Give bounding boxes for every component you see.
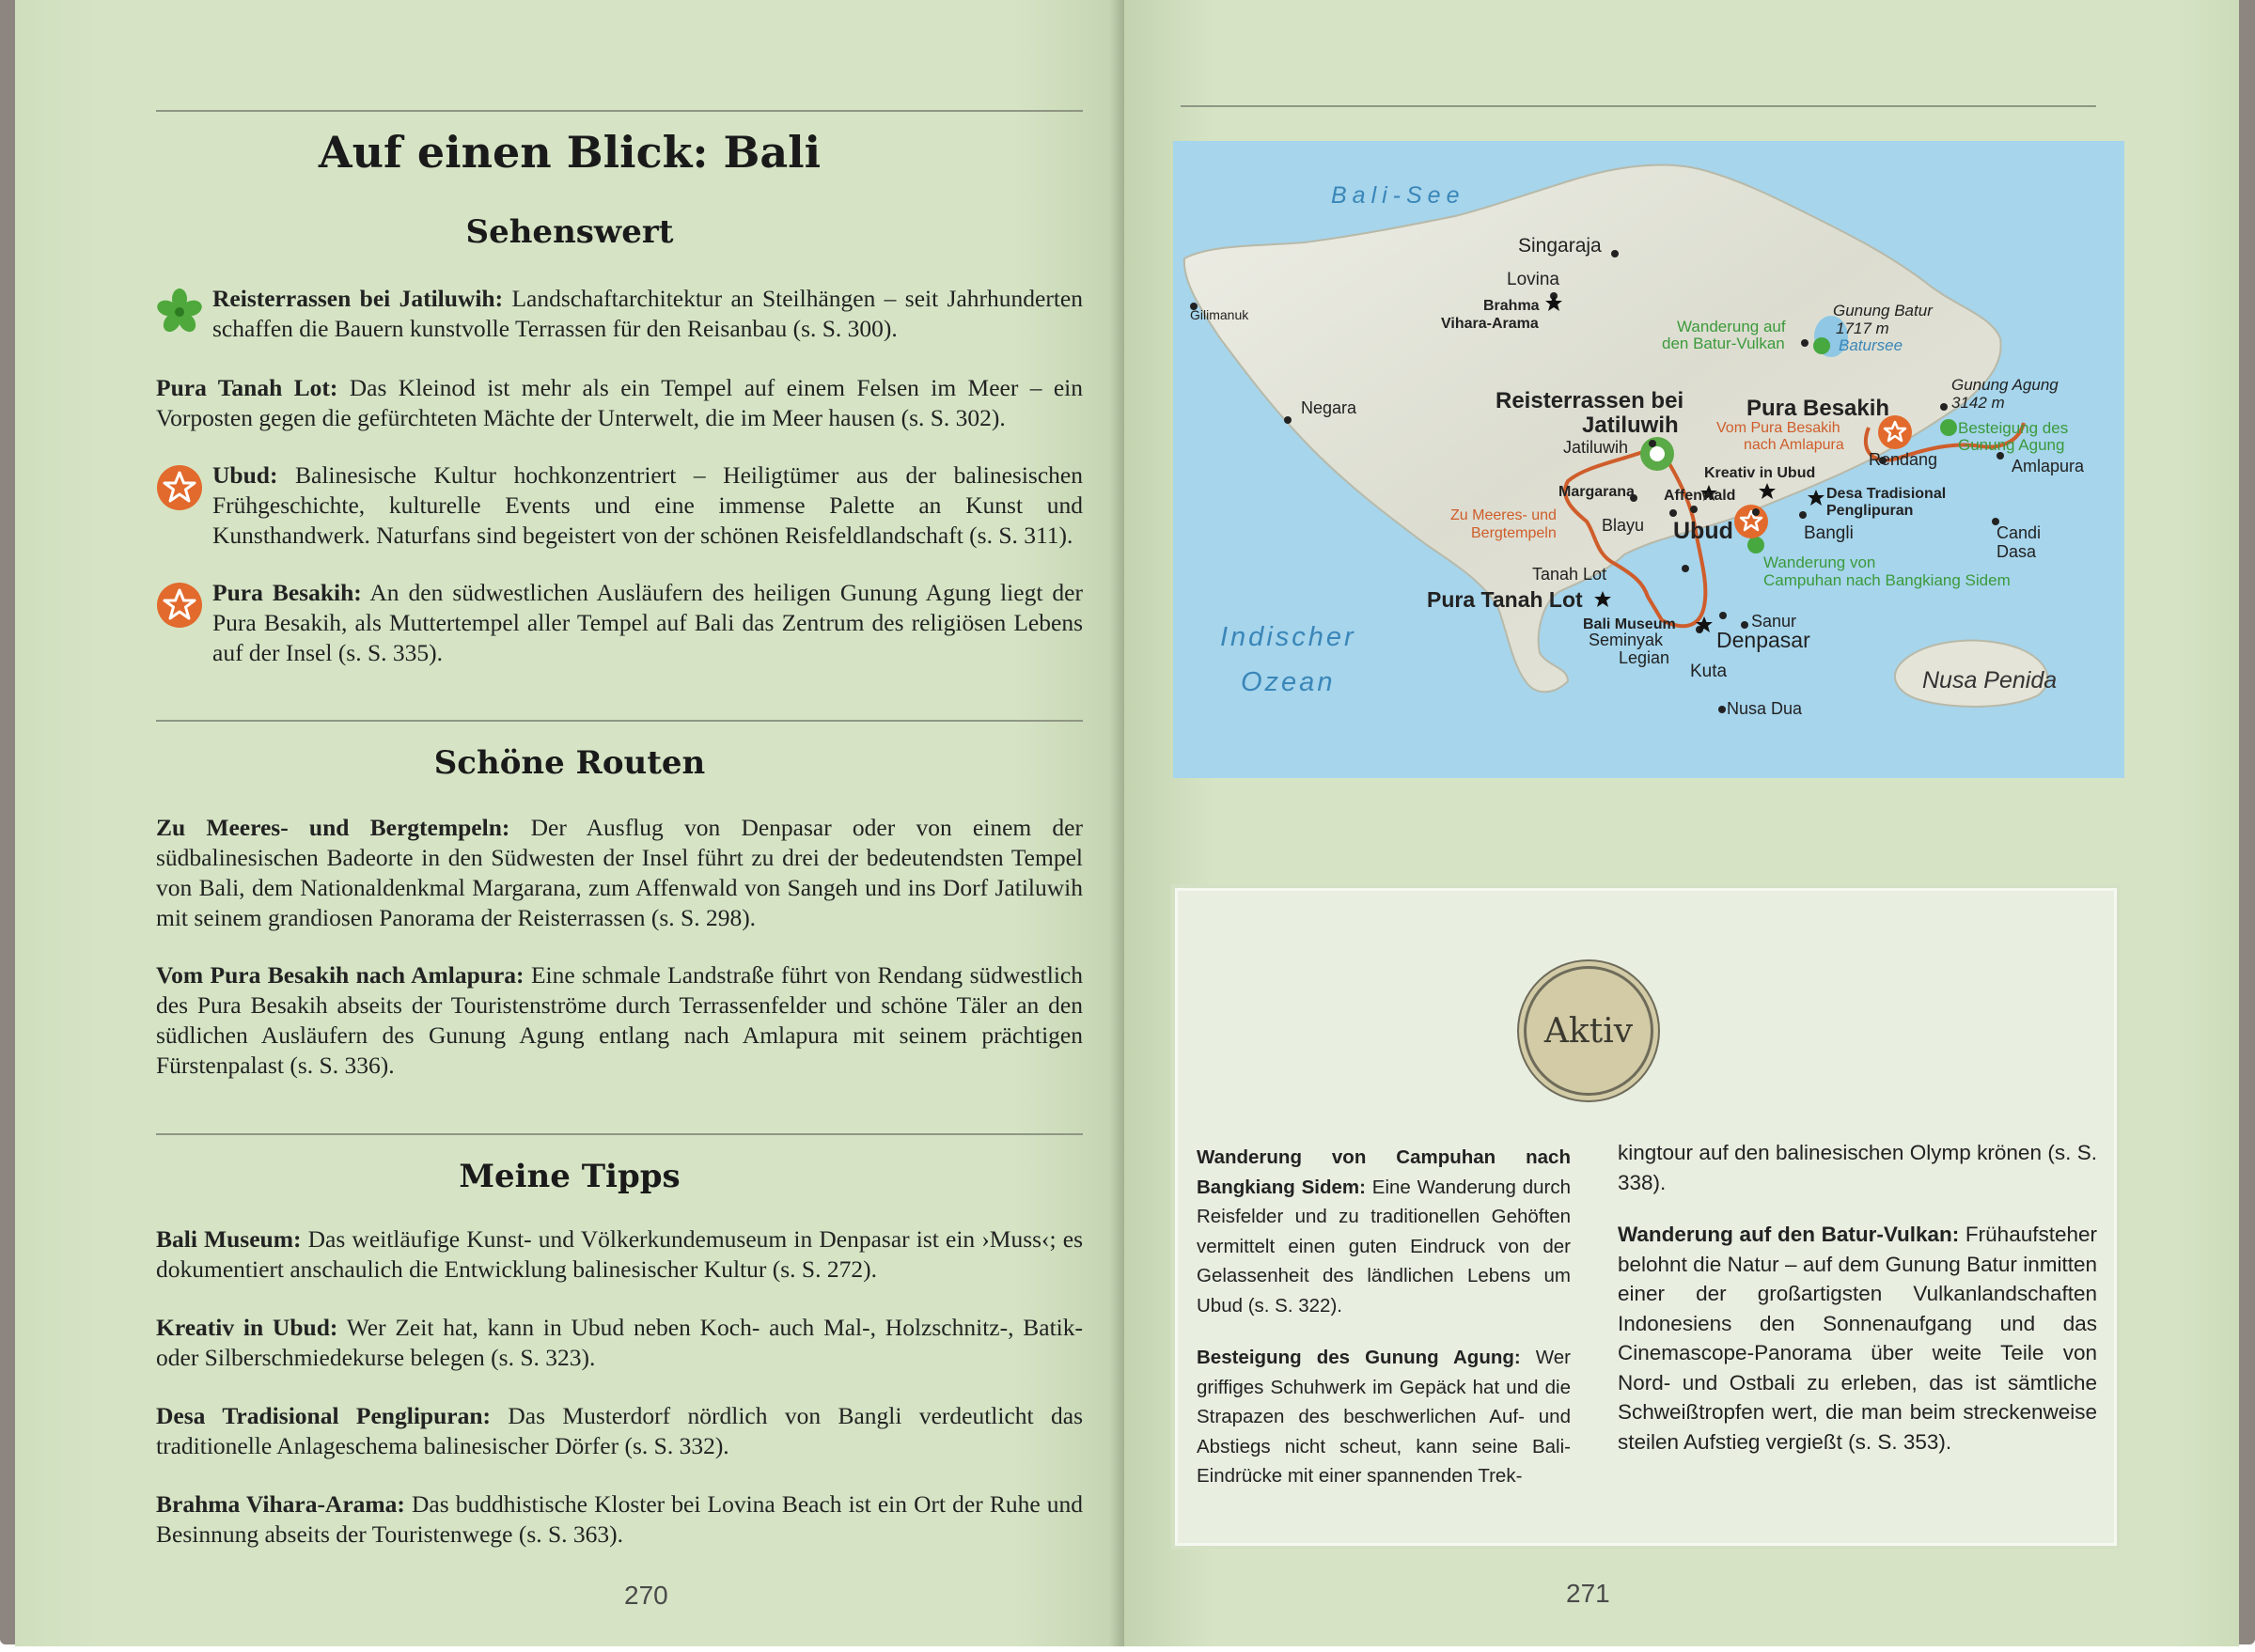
- map-label-desa: Desa Tradisional: [1826, 486, 1947, 502]
- map-label-pura-tanah-lot: Pura Tanah Lot: [1427, 587, 1583, 612]
- map-label-hike-batur: Wanderung auf: [1677, 318, 1786, 335]
- map-label-route-besakih: Vom Pura Besakih: [1716, 420, 1840, 436]
- map-label-sanur: Sanur: [1751, 612, 1797, 631]
- bali-map: [1173, 141, 2124, 778]
- map-label-negara: Negara: [1301, 398, 1357, 417]
- aktiv-entry-continued: kingtour auf den balinesischen Olymp krönen (s. S. 338).: [1618, 1141, 2097, 1194]
- map-label-gilimanuk: Gilimanuk: [1190, 307, 1249, 322]
- entry-meerestempel: Zu Meeres- und Bergtempeln: Der Ausflug von Denpasar oder von einem der südbalinesischen Badeorte in den Südwesten der Insel führt zu drei der bedeutendsten Tempel von Bali, dem Nationaldenkmal Margarana, zum Affenwald von Sangeh und ins Dorf Jatiluwih mit seinem grandiosen Panorama der Reisterrassen (s. S. 298).: [156, 814, 1083, 931]
- map-label-gunung-batur: 1717 m: [1836, 319, 1889, 337]
- entry-penglipuran: Desa Tradisional Penglipuran: Das Musterdorf nördlich von Bangli verdeutlicht das traditionelle Anlageschema balinesischer Dörfer (s. S. 332).: [156, 1402, 1083, 1459]
- map-label-hike-campuhan: Wanderung von: [1763, 553, 1876, 571]
- entry-jatiluwih: Reisterrassen bei Jatiluwih: Landschaftarchitektur an Steilhängen – seit Jahrhunderten schaffen die Bauern kunstvolle Terrassen für den Reisanbau (s. S. 300).: [156, 284, 1083, 344]
- flower-icon: [1640, 437, 1674, 471]
- map-label-candi-dasa: Dasa: [1997, 542, 2037, 561]
- map-label-bangli: Bangli: [1804, 523, 1854, 543]
- map-label-tanah-lot: Tanah Lot: [1532, 565, 1607, 584]
- entry-brahma-vihara: Brahma Vihara-Arama: Das buddhistische Kloster bei Lovina Beach ist ein Ort der Ruhe und Besinnung abseits der Touristenwege (s. S. 363).: [156, 1490, 1083, 1548]
- map-label-bali-museum: Bali Museum: [1583, 616, 1676, 632]
- page-title: Auf einen Blick: Bali: [318, 127, 822, 178]
- map-label-route-besakih: nach Amlapura: [1744, 437, 1844, 453]
- map-label-gunung-agung: Gunung Agung: [1951, 376, 2059, 394]
- top-rule: [156, 110, 1083, 112]
- map-label-route-meeres: Bergtempeln: [1471, 525, 1557, 541]
- map-label-kreativ: Kreativ in Ubud: [1704, 465, 1816, 481]
- map-label-jatiluwih: Jatiluwih: [1563, 438, 1629, 457]
- map-label-gunung-agung: 3142 m: [1951, 394, 2005, 412]
- map-label-kuta: Kuta: [1690, 662, 1728, 681]
- map-label-margarana: Margarana: [1558, 484, 1635, 500]
- aktiv-entry-campuhan: Wanderung von Campuhan nach Bangkiang Sidem: Eine Wanderung durch Reisfelder und zu traditionellen Gehöften vermittelt einen guten Eindruck von der Gelassenheit des ländlichen Lebens um Ubud (s. S. 322).: [1197, 1146, 1571, 1317]
- section-heading-routen: Schöne Routen: [433, 744, 706, 782]
- map-label-singaraja: Singaraja: [1518, 235, 1602, 257]
- map-label-seminyak: Seminyak: [1589, 631, 1664, 649]
- map-label-bali-see: Bali-See: [1331, 182, 1465, 209]
- map-label-denpasar: Denpasar: [1716, 628, 1810, 652]
- section-rule: [156, 720, 1083, 722]
- section-heading-sehenswert: Sehenswert: [465, 213, 674, 251]
- section-heading-tipps: Meine Tipps: [459, 1158, 681, 1195]
- star-badge-icon: [1734, 505, 1768, 538]
- map-label-amlapura: Amlapura: [2012, 457, 2085, 475]
- map-label-batursee: Batursee: [1839, 336, 1903, 354]
- section-rule: [156, 1133, 1083, 1135]
- map-label-desa: Penglipuran: [1826, 503, 1914, 519]
- map-label-ocean: Indischer: [1220, 622, 1356, 652]
- map-label-blayu: Blayu: [1602, 516, 1645, 535]
- map-label-reisterrassen: Jatiluwih: [1582, 413, 1679, 438]
- map-label-brahma: Brahma: [1483, 298, 1540, 314]
- entry-ubud: Ubud: Balinesische Kultur hochkonzentriert – Heiligtümer aus der balinesischen Frühgeschichte, kulturelle Events und eine immense Palette an Kunst und Kunsthandwerk. Naturfans sind begeistert von der schönen Reisfeldlandschaft (s. S. 311).: [156, 460, 1083, 551]
- entry-kreativ-ubud: Kreativ in Ubud: Wer Zeit hat, kann in Ubud neben Koch- auch Mal-, Holzschnitz-, Batik- oder Silberschmiedekurse belegen (s. S. 323).: [156, 1314, 1083, 1371]
- map-label-brahma: Vihara-Arama: [1441, 316, 1539, 332]
- page-number: 271: [1566, 1579, 1610, 1608]
- aktiv-column-left: [1197, 1143, 1571, 1514]
- entry-besakih-amlapura: Vom Pura Besakih nach Amlapura: Eine schmale Landstraße führt von Rendang südwestlich des Pura Besakih abseits der Touristenströme durch Terrassenfelder und schöne Täler an den südlichen Ausläufern des Gunung Agung entlang nach Amlapura mit seinem prächtigen Fürstenpalast (s. S. 336).: [156, 961, 1083, 1079]
- aktiv-box: [1175, 888, 2117, 1546]
- aktiv-entry-agung: Besteigung des Gunung Agung: Wer griffiges Schuhwerk im Gepäck hat und die Strapazen des beschwerlichen Auf- und Abstiegs nicht scheut, kann seine Bali-Eindrücke mit einer spannenden Trek-: [1197, 1347, 1572, 1487]
- flower-icon: [156, 288, 203, 335]
- map-label-pura-besakih: Pura Besakih: [1746, 396, 1890, 421]
- map-label-hike-batur: den Batur-Vulkan: [1662, 335, 1785, 352]
- map-label-nusa-penida: Nusa Penida: [1922, 667, 2058, 694]
- hike-marker-batur: [1813, 337, 1830, 354]
- entry-bali-museum: Bali Museum: Das weitläufige Kunst- und Völkerkundemuseum in Denpasar ist ein ›Muss‹; es dokumentiert anschaulich die Entwicklung balinesischer Kultur (s. S. 272).: [156, 1225, 1084, 1283]
- aktiv-badge: Aktiv: [1524, 966, 1653, 1096]
- star-badge-icon: [156, 464, 203, 511]
- map-label-candi-dasa: Candi: [1997, 523, 2042, 542]
- hike-marker-agung: [1940, 419, 1957, 436]
- aktiv-entry-batur: Wanderung auf den Batur-Vulkan: Frühaufsteher belohnt die Natur – auf dem Gunung Batur inmitten einer der großartigsten Vulkanlandschaften Indonesiens den Sonnenaufgang und das Cinemascope-Panorama über weite Teile von Nord- und Ostbali zu erleben, das ist sämtliche Schweißtropfen wert, die man beim streckenweise steilen Aufstieg vergießt (s. S. 353).: [1618, 1223, 2098, 1454]
- star-badge-icon: [156, 582, 203, 629]
- page-number: 270: [624, 1581, 668, 1610]
- aktiv-column-right: [1618, 1138, 2097, 1479]
- map-label-gunung-batur: Gunung Batur: [1833, 302, 1933, 319]
- map-label-hike-agung: Gunung Agung: [1958, 436, 2065, 454]
- map-label-nusa-dua: Nusa Dua: [1727, 699, 1803, 718]
- left-page: [15, 0, 1124, 1646]
- map-label-ocean: Ozean: [1241, 667, 1336, 697]
- entry-tanah-lot: Pura Tanah Lot: Das Kleinod ist mehr als ein Tempel auf einem Felsen im Meer – ein Vorposten gegen die gefürchteten Mächte der Unterwelt, die im Meer hausen (s. S. 302).: [156, 374, 1083, 431]
- map-label-affenwald: Affenwald: [1664, 488, 1736, 504]
- map-label-hike-campuhan: Campuhan nach Bangkiang Sidem: [1763, 571, 2011, 589]
- map-label-route-meeres: Zu Meeres- und: [1450, 507, 1557, 523]
- map-label-lovina: Lovina: [1507, 270, 1559, 289]
- hike-marker-campuhan: [1747, 537, 1764, 553]
- map-label-hike-agung: Besteigung des: [1958, 419, 2069, 437]
- top-rule: [1181, 105, 2096, 107]
- map-label-ubud: Ubud: [1673, 518, 1733, 544]
- map-label-reisterrassen: Reisterrassen bei: [1496, 388, 1684, 413]
- map-label-rendang: Rendang: [1869, 450, 1938, 469]
- entry-besakih: Pura Besakih: An den südwestlichen Ausläufern des heiligen Gunung Agung liegt der Pura Besakih, als Muttertempel aller Tempel auf Bali das Zentrum des religiösen Lebens auf der Insel (s. S. 335).: [156, 578, 1083, 668]
- map-label-legian: Legian: [1619, 648, 1670, 667]
